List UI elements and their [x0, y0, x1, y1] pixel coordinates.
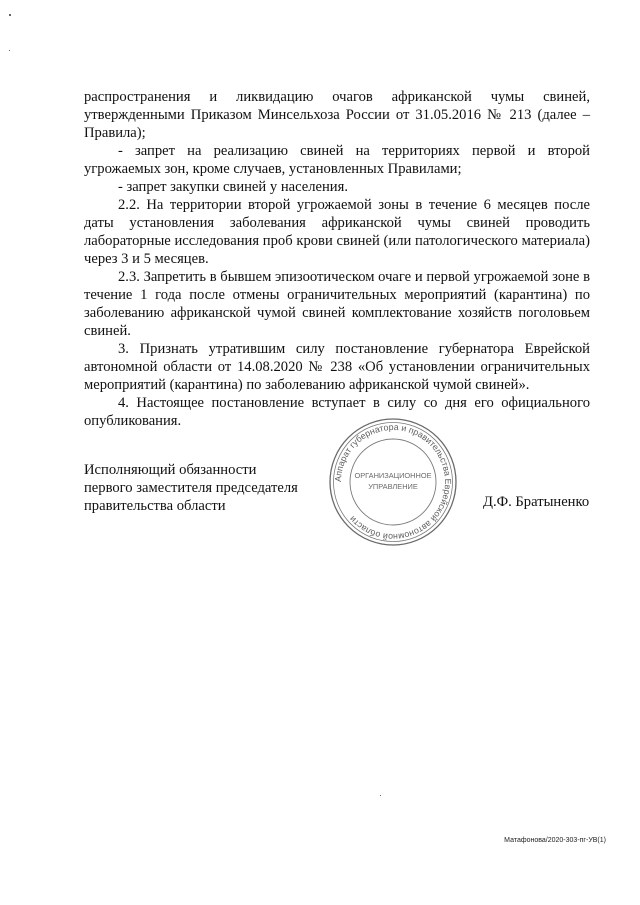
signer-title-line: правительства области — [84, 498, 226, 514]
signer-name: Д.Ф. Братыненко — [483, 494, 590, 510]
signer-title-line: первого заместителя председателя — [84, 480, 298, 496]
signer-title — [84, 461, 298, 515]
scan-speck — [9, 50, 10, 51]
scan-speck — [380, 795, 381, 796]
seal-outer-text: Аппарат губернатора и правительства Еврейской автономной области — [332, 421, 454, 543]
seal-inner-line: ОРГАНИЗАЦИОННОЕ — [354, 471, 432, 480]
paragraph-purchase-ban: - запрет закупки свиней у населения. — [118, 179, 348, 195]
paragraph-2-3: 2.3. Запретить в бывшем эпизоотическом очаге и первой угрожаемой зоне в течение 1 года после отмены ограничительных мероприятий (карантина) по заболеванию африканской чумой свиней комплектование хозяйств поголовьем свиней. — [84, 269, 590, 339]
seal-inner-line: УПРАВЛЕНИЕ — [368, 482, 418, 491]
scan-speck — [9, 14, 11, 16]
footer-document-code: Матафонова/2020-303-пг-УВ(1) — [504, 837, 606, 844]
paragraph-3: 3. Признать утратившим силу постановление губернатора Еврейской автономной области от 14.08.2020 № 238 «Об установлении ограничительных мероприятий (карантина) по заболеванию африканской чумой свиней». — [84, 341, 590, 393]
signer-title-line: Исполняющий обязанности — [84, 462, 257, 478]
document-body — [84, 88, 590, 430]
paragraph-continuation: распространения и ликвидацию очагов африканской чумы свиней, утвержденными Приказом Минсельхоза России от 31.05.2016 № 213 (далее – Правила); — [84, 89, 590, 141]
paragraph-2-2: 2.2. На территории второй угрожаемой зоны в течение 6 месяцев после даты установления заболевания африканской чумы свиней проводить лабораторные исследования проб крови свиней (или патологического материала) через 3 и 5 месяцев. — [84, 197, 590, 267]
paragraph-4: 4. Настоящее постановление вступает в силу со дня его официального опубликования. — [84, 395, 590, 429]
paragraph-sale-ban: - запрет на реализацию свиней на территориях первой и второй угрожаемых зон, кроме случаев, установленных Правилами; — [84, 143, 590, 177]
official-seal-stamp — [325, 414, 461, 550]
